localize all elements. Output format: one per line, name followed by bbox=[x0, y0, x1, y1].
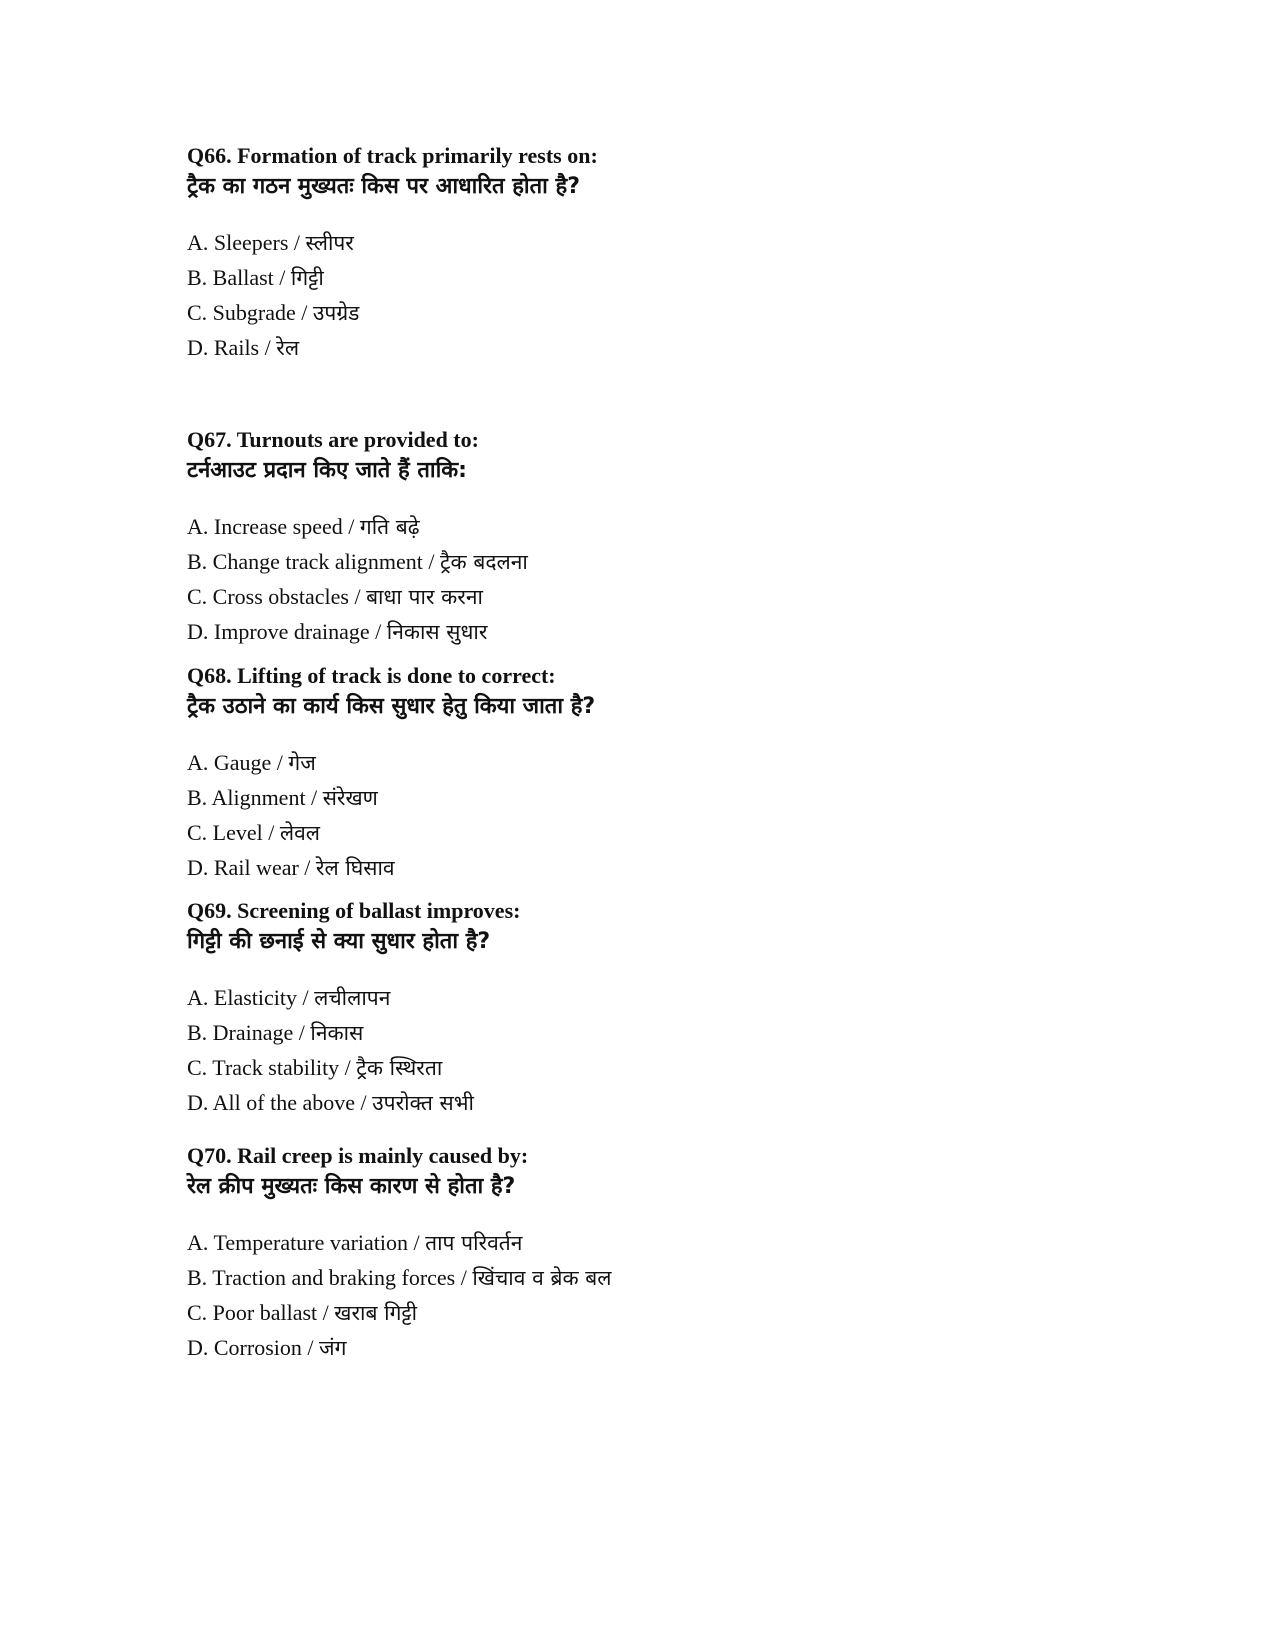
option-c bbox=[187, 295, 1087, 330]
option-text-en: B. Drainage / bbox=[187, 1020, 311, 1045]
option-text-hi: ताप परिवर्तन bbox=[425, 1231, 523, 1255]
question-67 bbox=[187, 425, 1087, 649]
option-text-en: A. Gauge / bbox=[187, 750, 289, 775]
option-text-hi: उपग्रेड bbox=[312, 301, 360, 325]
option-c bbox=[187, 1295, 1087, 1330]
options-list bbox=[187, 225, 1087, 365]
question-68 bbox=[187, 661, 1087, 885]
question-text-hi: रेल क्रीप मुख्यतः किस कारण से होता है? bbox=[187, 1174, 516, 1199]
option-text-en: A. Increase speed / bbox=[187, 514, 360, 539]
option-b bbox=[187, 1015, 1087, 1050]
option-text-en: B. Change track alignment / bbox=[187, 549, 440, 574]
option-text-en: D. All of the above / bbox=[187, 1090, 373, 1115]
question-text-en: Q66. Formation of track primarily rests on: bbox=[187, 143, 598, 168]
option-text-en: D. Rail wear / bbox=[187, 855, 316, 880]
question-66 bbox=[187, 141, 1087, 365]
option-c bbox=[187, 815, 1087, 850]
options-list bbox=[187, 509, 1087, 649]
option-text-hi: निकास bbox=[310, 1021, 364, 1045]
option-a bbox=[187, 1225, 1087, 1260]
option-text-hi: गति बढ़े bbox=[359, 515, 420, 539]
question-69 bbox=[187, 896, 1087, 1120]
option-text-en: D. Improve drainage / bbox=[187, 619, 387, 644]
option-text-hi: रेल घिसाव bbox=[315, 856, 395, 880]
option-c bbox=[187, 579, 1087, 614]
question-text-hi: गिट्टी की छनाई से क्या सुधार होता है? bbox=[187, 929, 491, 954]
options-list bbox=[187, 745, 1087, 885]
question-70 bbox=[187, 1141, 1087, 1365]
option-text-en: A. Elasticity / bbox=[187, 985, 315, 1010]
option-text-en: D. Rails / bbox=[187, 335, 277, 360]
option-text-hi: लचीलापन bbox=[314, 986, 391, 1010]
option-d bbox=[187, 330, 1087, 365]
option-a bbox=[187, 745, 1087, 780]
option-text-en: A. Sleepers / bbox=[187, 230, 306, 255]
option-text-hi: गिट्टी bbox=[290, 266, 324, 290]
option-c bbox=[187, 1050, 1087, 1085]
option-text-hi: उपरोक्त सभी bbox=[372, 1091, 474, 1115]
option-text-hi: ट्रैक स्थिरता bbox=[356, 1056, 443, 1080]
option-text-en: B. Traction and braking forces / bbox=[187, 1265, 473, 1290]
question-text-hi: टर्नआउट प्रदान किए जाते हैं ताकि: bbox=[187, 458, 467, 483]
option-text-hi: निकास सुधार bbox=[386, 620, 488, 644]
option-text-hi: ट्रैक बदलना bbox=[439, 550, 528, 574]
option-text-hi: रेल bbox=[276, 336, 300, 360]
option-text-hi: स्लीपर bbox=[305, 231, 354, 255]
option-text-en: B. Alignment / bbox=[187, 785, 323, 810]
option-text-en: D. Corrosion / bbox=[187, 1335, 319, 1360]
question-text-en: Q68. Lifting of track is done to correct: bbox=[187, 663, 556, 688]
option-a bbox=[187, 509, 1087, 544]
option-text-en: A. Temperature variation / bbox=[187, 1230, 426, 1255]
option-text-en: C. Poor ballast / bbox=[187, 1300, 335, 1325]
option-d bbox=[187, 1330, 1087, 1365]
option-b bbox=[187, 544, 1087, 579]
option-text-hi: खराब गिट्टी bbox=[334, 1301, 418, 1325]
question-text-en: Q67. Turnouts are provided to: bbox=[187, 427, 479, 452]
option-d bbox=[187, 614, 1087, 649]
option-b bbox=[187, 780, 1087, 815]
option-text-en: C. Level / bbox=[187, 820, 280, 845]
option-text-en: C. Track stability / bbox=[187, 1055, 357, 1080]
option-text-hi: खिंचाव व ब्रेक बल bbox=[472, 1266, 612, 1290]
option-text-hi: संरेखण bbox=[322, 786, 378, 810]
option-d bbox=[187, 850, 1087, 885]
question-text-en: Q69. Screening of ballast improves: bbox=[187, 898, 521, 923]
option-text-hi: जंग bbox=[319, 1336, 347, 1360]
options-list bbox=[187, 980, 1087, 1120]
option-a bbox=[187, 980, 1087, 1015]
option-d bbox=[187, 1085, 1087, 1120]
option-a bbox=[187, 225, 1087, 260]
option-b bbox=[187, 260, 1087, 295]
option-b bbox=[187, 1260, 1087, 1295]
option-text-hi: बाधा पार करना bbox=[366, 585, 483, 609]
option-text-en: B. Ballast / bbox=[187, 265, 291, 290]
option-text-hi: गेज bbox=[288, 751, 316, 775]
option-text-en: C. Subgrade / bbox=[187, 300, 313, 325]
question-text-en: Q70. Rail creep is mainly caused by: bbox=[187, 1143, 529, 1168]
question-text-hi: ट्रैक उठाने का कार्य किस सुधार हेतु किया जाता है? bbox=[187, 694, 596, 719]
options-list bbox=[187, 1225, 1087, 1365]
question-text-hi: ट्रैक का गठन मुख्यतः किस पर आधारित होता है? bbox=[187, 174, 580, 199]
option-text-en: C. Cross obstacles / bbox=[187, 584, 367, 609]
option-text-hi: लेवल bbox=[279, 821, 321, 845]
